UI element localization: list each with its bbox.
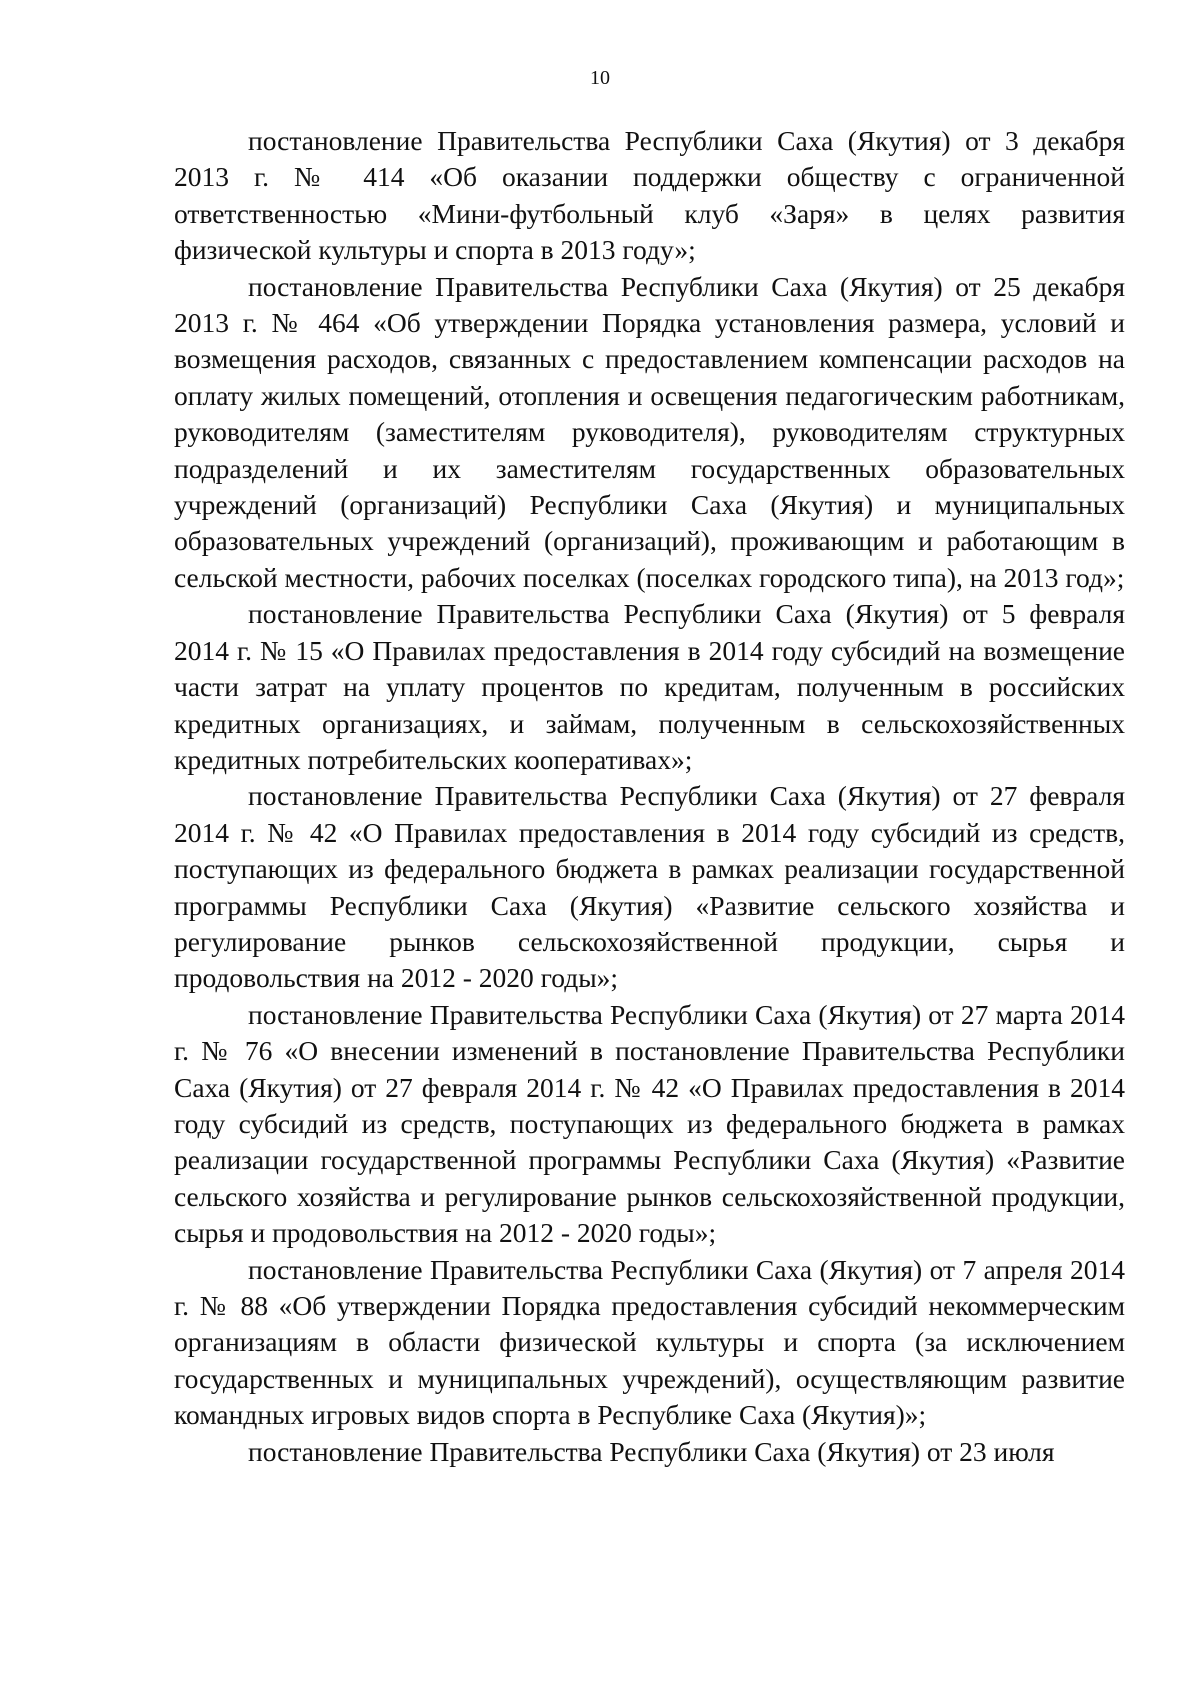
paragraph-resolution-76: постановление Правительства Республики Саха (Якутия) от 27 марта 2014 г. № 76 «О внесении изменений в постановление Правительства Республики Саха (Якутия) от 27 февраля 2014 г. № 42 «О Правилах предоставления в 2014 году субсидий из средств, поступающих из федерального бюджета в рамках реализации государственной программы Республики Саха (Якутия) «Развитие сельского хозяйства и регулирование рынков сельскохозяйственной продукции, сырья и продовольствия на 2012 - 2020 годы»; [174, 998, 1125, 1249]
paragraph-resolution-414: постановление Правительства Республики Саха (Якутия) от 3 декабря 2013 г. № 414 «Об оказании поддержки обществу с ограниченной ответственностью «Мини-футбольный клуб «Заря» в целях развития физической культуры и спорта в 2013 году»; [174, 125, 1125, 266]
paragraph-resolution-42: постановление Правительства Республики Саха (Якутия) от 27 февраля 2014 г. № 42 «О Правилах предоставления в 2014 году субсидий из средств, поступающих из федерального бюджета в рамках реализации государственной программы Республики Саха (Якутия) «Развитие сельского хозяйства и регулирование рынков сельскохозяйственной продукции, сырья и продовольствия на 2012 - 2020 годы»; [174, 780, 1125, 994]
document-body [174, 123, 1125, 1470]
paragraph-resolution-88: постановление Правительства Республики Саха (Якутия) от 7 апреля 2014 г. № 88 «Об утверждении Порядка предоставления субсидий некоммерческим организациям в области физической культуры и спорта (за исключением государственных и муниципальных учреждений), осуществляющим развитие командных игровых видов спорта в Республике Саха (Якутия)»; [174, 1253, 1125, 1431]
paragraph-resolution-july: постановление Правительства Республики Саха (Якутия) от 23 июля [248, 1435, 1055, 1467]
page-number: 10 [590, 67, 610, 89]
paragraph-resolution-464: постановление Правительства Республики Саха (Якутия) от 25 декабря 2013 г. № 464 «Об утверждении Порядка установления размера, условий и возмещения расходов, связанных с предоставлением компенсации расходов на оплату жилых помещений, отопления и освещения педагогическим работникам, руководителям (заместителям руководителя), руководителям структурных подразделений и их заместителям государственных образовательных учреждений (организаций) Республики Саха (Якутия) и муниципальных образовательных учреждений (организаций), проживающим и работающим в сельской местности, рабочих поселках (поселках городского типа), на 2013 год»; [174, 270, 1125, 593]
paragraph-resolution-15: постановление Правительства Республики Саха (Якутия) от 5 февраля 2014 г. № 15 «О Правилах предоставления в 2014 году субсидий на возмещение части затрат на уплату процентов по кредитам, полученным в российских кредитных организациях, и займам, полученным в сельскохозяйственных кредитных потребительских кооперативах»; [174, 598, 1125, 775]
